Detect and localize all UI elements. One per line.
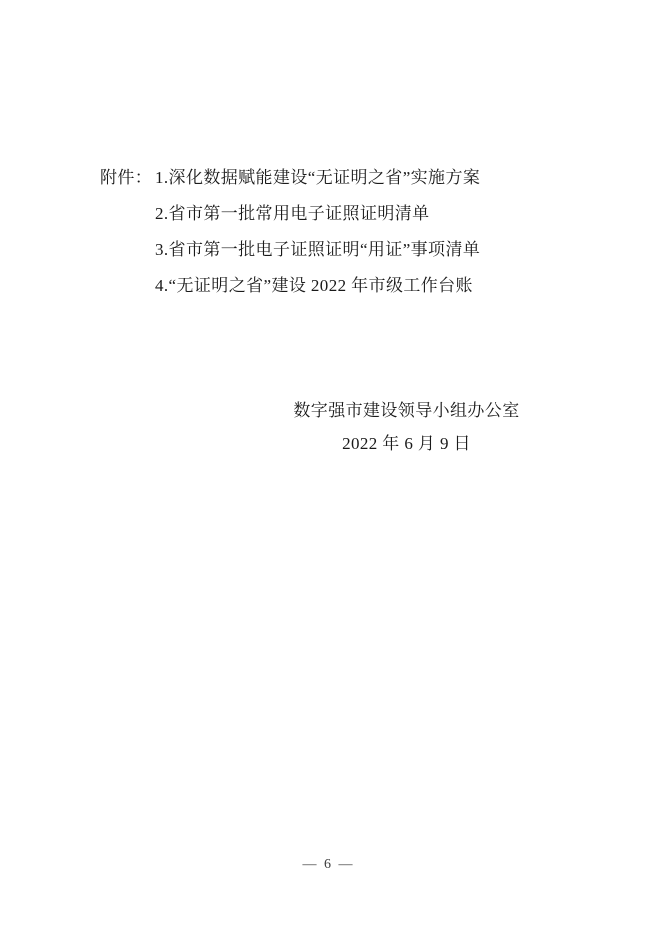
attachment-item-1: 1.深化数据赋能建设“无证明之省”实施方案 — [155, 168, 481, 187]
issue-date: 2022 年 6 月 9 日 — [342, 434, 471, 453]
page-number: — 6 — — [302, 857, 355, 872]
attachment-label: 附件： — [100, 168, 153, 187]
attachment-list — [100, 160, 480, 304]
signature-block — [250, 394, 563, 460]
attachment-item-4: 4.“无证明之省”建设 2022 年市级工作台账 — [155, 276, 473, 295]
attachment-items — [155, 160, 480, 304]
attachment-item-3: 3.省市第一批电子证照证明“用证”事项清单 — [155, 240, 481, 259]
attachment-item-2: 2.省市第一批常用电子证照证明清单 — [155, 204, 430, 223]
issuing-office: 数字强市建设领导小组办公室 — [293, 401, 520, 420]
